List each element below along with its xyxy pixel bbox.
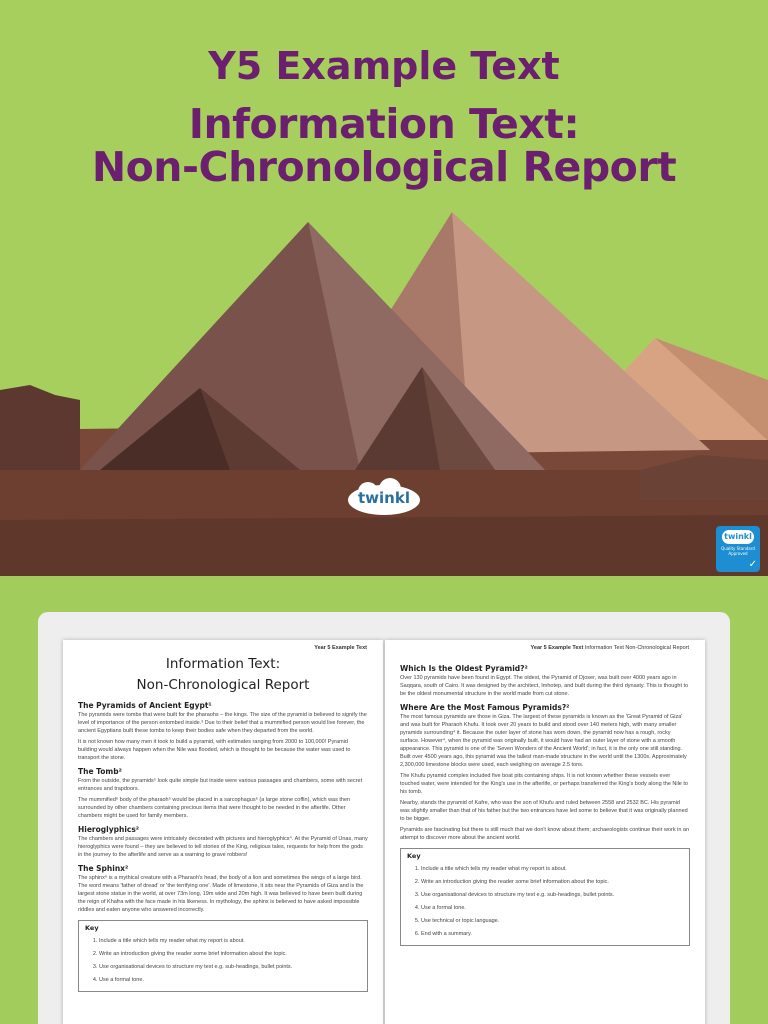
page-left bbox=[63, 640, 383, 1024]
key-item: 6. End with a summary. bbox=[421, 928, 683, 941]
page-right bbox=[385, 640, 705, 1024]
paragraph: The pyramids were tombs that were built for the pharaohs – the kings. The size of the pyramid is believed to signify the level of importance of the person entombed inside.³ Due to their belief that a mummified person would live forever, the ancient Egyptians built these tombs to keep their bodies safe when they departed from the world. bbox=[78, 712, 367, 734]
key-item: 2. Write an introduction giving the reader some brief information about the topic. bbox=[421, 876, 683, 889]
twinkl-logo bbox=[344, 478, 424, 518]
page-header-bold: Year 5 Example Text bbox=[530, 645, 584, 651]
section-heading: Hieroglyphics² bbox=[78, 825, 140, 834]
check-icon: ✓ bbox=[748, 559, 757, 570]
twinkl-logo-text: twinkl bbox=[358, 489, 410, 507]
key-list bbox=[407, 863, 683, 941]
key-box bbox=[78, 920, 368, 992]
key-item: 1. Include a title which tells my reader what my report is about. bbox=[99, 935, 361, 948]
key-item: 4. Use a formal tone. bbox=[421, 902, 683, 915]
paragraph: Over 130 pyramids have been found in Egypt. The oldest, the Pyramid of Djoser, was built over 4000 years ago in Saqqara, south of Cairo. It was designed by the architect, Imhotep, and built during the third dynasty. This is thought to be the oldest monumental structure in the world made from cut stone. bbox=[400, 675, 689, 697]
page-body bbox=[78, 654, 368, 992]
paragraph: The Khufu pyramid complex included five boat pits containing ships. It is not known whether these vessels ever touched water, were intended for the King's use in the afterlife, or perhaps transferred the King's body along the Nile to his tomb. bbox=[400, 773, 688, 795]
key-item: 1. Include a title which tells my reader what my report is about. bbox=[421, 863, 683, 876]
document-preview bbox=[38, 612, 730, 1024]
page-header-bold: Year 5 Example Text bbox=[314, 645, 367, 651]
paragraph: Pyramids are fascinating but there is still much that we don't know about them; archaeologists continue their work in an attempt to discover more about the ancient world. bbox=[400, 827, 690, 841]
cover-title-line2: Information Text: bbox=[188, 100, 580, 148]
paragraph: The mummified⁶ body of the pharaoh⁵ would be placed in a sarcophagus⁶ (a large stone coffin), which was then surrounded by other chambers containing precious items that were thought to be needed in the afterlife. Other chambers might be used for family members. bbox=[78, 797, 351, 819]
paragraph: From the outside, the pyramids⁵ look quite simple but inside were various passages and chambers, some with secret entrances and trapdoors. bbox=[78, 778, 363, 792]
key-item: 2. Write an introduction giving the reader some brief information about the topic. bbox=[99, 948, 361, 961]
page-body bbox=[400, 654, 690, 946]
page-header-rest: Information Text Non-Chronological Report bbox=[583, 645, 689, 651]
paragraph: It is not known how many men it took to build a pyramid, with estimates ranging from 2000 to 100,000! Pyramid building would always happen when the Nile was flooded, which is thought to be because the water was used to transport the stone. bbox=[78, 739, 351, 761]
key-box bbox=[400, 848, 690, 946]
key-item: 4. Use a formal tone. bbox=[99, 974, 361, 987]
cover-title-line1: Y5 Example Text bbox=[208, 44, 560, 88]
paragraph: Nearby, stands the pyramid of Kafre, who was the son of Khufu and ruled between 2558 and 2532 BC. His pyramid was slightly smaller than that of his father but the two entrances have led some to believe that it was originally planned to be bigger. bbox=[400, 800, 688, 822]
doc-title-line2: Non-Chronological Report bbox=[136, 677, 310, 693]
paragraph: The most famous pyramids are those in Giza. The largest of these pyramids is known as the 'Great Pyramid of Giza' and was built for Pharaoh Khufu. It took over 20 years to build and stood over 140 meters high, with many smaller pyramids surrounding⁴ it. Because the outer layer of stone has worn down, the pyramid now has a rough, rocky surface. However⁴, when the pyramid was originally built, it would have had an outer layer of stone with a smooth appearance. This pyramid is one of the 'Seven Wonders of the Ancient World'; in fact, it is the only one still standing. Built over 4500 years ago, this pyramid was the tallest man-made structure in the world until the 1300s. Approximately 2,300,000 limestone blocks were used, each weighing on average 2.5 tons. bbox=[400, 714, 687, 768]
badge-text: Quality Standard Approved bbox=[721, 546, 755, 556]
key-item: 3. Use organisational devices to structure my text e.g. sub-headings, bullet points. bbox=[99, 961, 361, 974]
cover-title-line3: Non-Chronological Report bbox=[91, 143, 677, 191]
key-list bbox=[85, 935, 361, 987]
page-header bbox=[531, 645, 689, 651]
key-heading: Key bbox=[85, 924, 99, 932]
paragraph: The chambers and passages were intricately decorated with pictures and hieroglyphics⁴. At the Pyramid of Unas, many hieroglyphics were found – they are believed to tell stories of the King, religious tales, requests for help from the gods in the journey to the afterlife and serve as a warning to grave robbers! bbox=[78, 836, 368, 858]
key-item: 3. Use organisational devices to structure my text e.g. sub-headings, bullet points. bbox=[421, 889, 683, 902]
section-heading: The Pyramids of Ancient Egypt¹ bbox=[78, 701, 212, 710]
section-heading: The Tomb² bbox=[78, 767, 122, 776]
quality-badge bbox=[716, 526, 760, 572]
section-heading: The Sphinx² bbox=[78, 864, 129, 873]
key-item: 5. Use technical or topic language. bbox=[421, 915, 683, 928]
section-heading: Where Are the Most Famous Pyramids?² bbox=[400, 703, 570, 712]
section-heading: Which Is the Oldest Pyramid?² bbox=[400, 664, 528, 673]
doc-title-line1: Information Text: bbox=[165, 656, 281, 672]
key-heading: Key bbox=[407, 852, 421, 860]
badge-logo: twinkl bbox=[722, 530, 754, 544]
paragraph: The sphinx⁶ is a mythical creature with a Pharaoh's head, the body of a lion and sometimes the wings of a large bird. The word means 'father of dread' or 'the terrifying one'. Made of limestone, it sits near the Pyramids of Giza and is the largest stone statue in the world, at over 73m long, 19m wide and 20m high. It was believed to have been built during the reign of Khafra with the face made in his likeness. In mythology, the sphinx is believed to have asked impossible riddles and eaten anyone who answered incorrectly. bbox=[78, 875, 364, 913]
page-header bbox=[314, 645, 367, 651]
